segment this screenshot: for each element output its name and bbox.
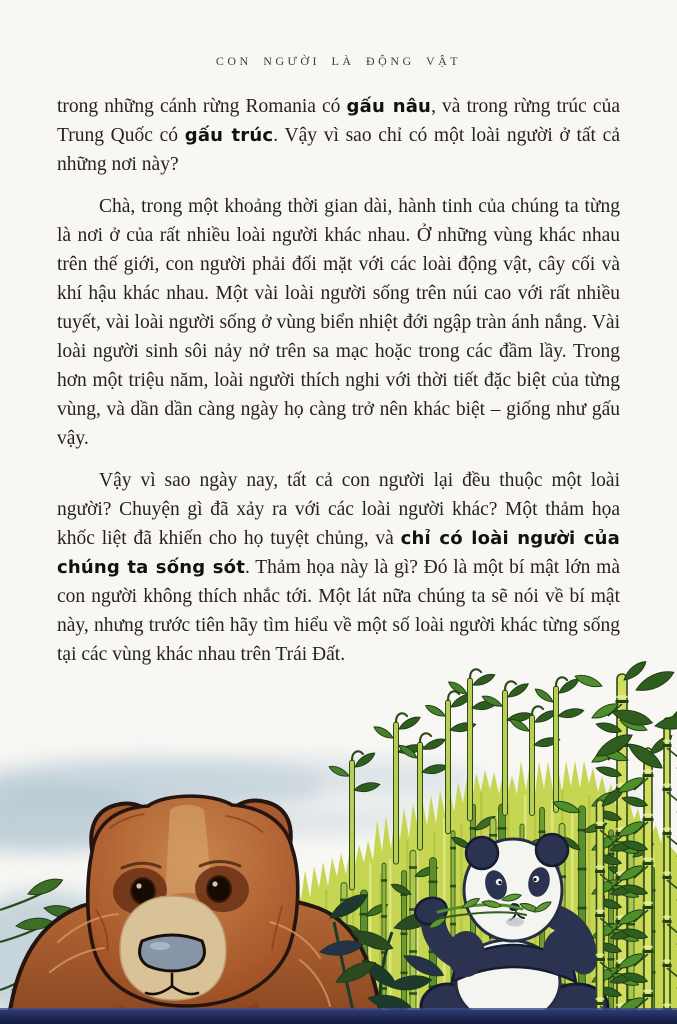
- text-segment: Vậy vì sao ngày nay, tất cả con người lại đều thuộc một loài người? Chuyện gì đã xảy ra với các loài người khác? Một thảm họa khốc liệt đã khiến cho họ tuyệt chủng, và: [57, 470, 620, 549]
- panda-left-ear: [466, 837, 498, 869]
- paragraph-1: [57, 92, 620, 179]
- running-header: CON NGƯỜI LÀ ĐỘNG VẬT: [215, 54, 462, 68]
- text-segment: , và trong rừng trúc của Trung Quốc có: [57, 96, 620, 146]
- term-brown-bear: gấu nâu: [346, 96, 432, 117]
- bear-nose: [140, 935, 205, 971]
- paragraph-2: [57, 192, 620, 453]
- illustration-bears: [0, 660, 677, 1024]
- text-segment: . Vậy vì sao chỉ có một loài người ở tất cả những nơi này?: [57, 125, 620, 175]
- text-segment: trong những cánh rừng Romania có: [57, 96, 347, 117]
- term-panda: gấu trúc: [184, 125, 274, 146]
- page-text: [57, 92, 620, 682]
- text-segment: . Thảm họa này là gì? Đó là một bí mật lớn mà con người không thích nhắc tới. Một lát nữa chúng ta sẽ nói về bí mật này, nhưng trước tiên hãy tìm hiểu về một số loài người khác từng sống tại các vùng khác nhau trên Trái Đất.: [57, 557, 620, 665]
- phrase-only-our-species-survived: chỉ có loài người của chúng ta sống sót: [57, 528, 620, 578]
- panda-right-ear: [536, 834, 568, 866]
- paragraph-3: [57, 466, 620, 669]
- text-segment: Chà, trong một khoảng thời gian dài, hành tinh của chúng ta từng là nơi ở của rất nhiều loài người khác nhau. Ở những vùng khác nhau trên thế giới, con người phải đối mặt với các loài động vật, cây cối và khí hậu khác nhau. Một vài loài người sống trên núi cao với rất nhiều tuyết, vài loài người sống ở vùng biển nhiệt đới ngập tràn ánh nắng. Vài loài người sinh sôi nảy nở trên sa mạc hoặc trong các đầm lầy. Trong hơn một triệu năm, loài người thích nghi với thời tiết đặc biệt của từng vùng, và dần dần càng ngày họ càng trở nên khác biệt – giống như gấu vậy.: [57, 196, 620, 449]
- footer-strip: [0, 1008, 677, 1024]
